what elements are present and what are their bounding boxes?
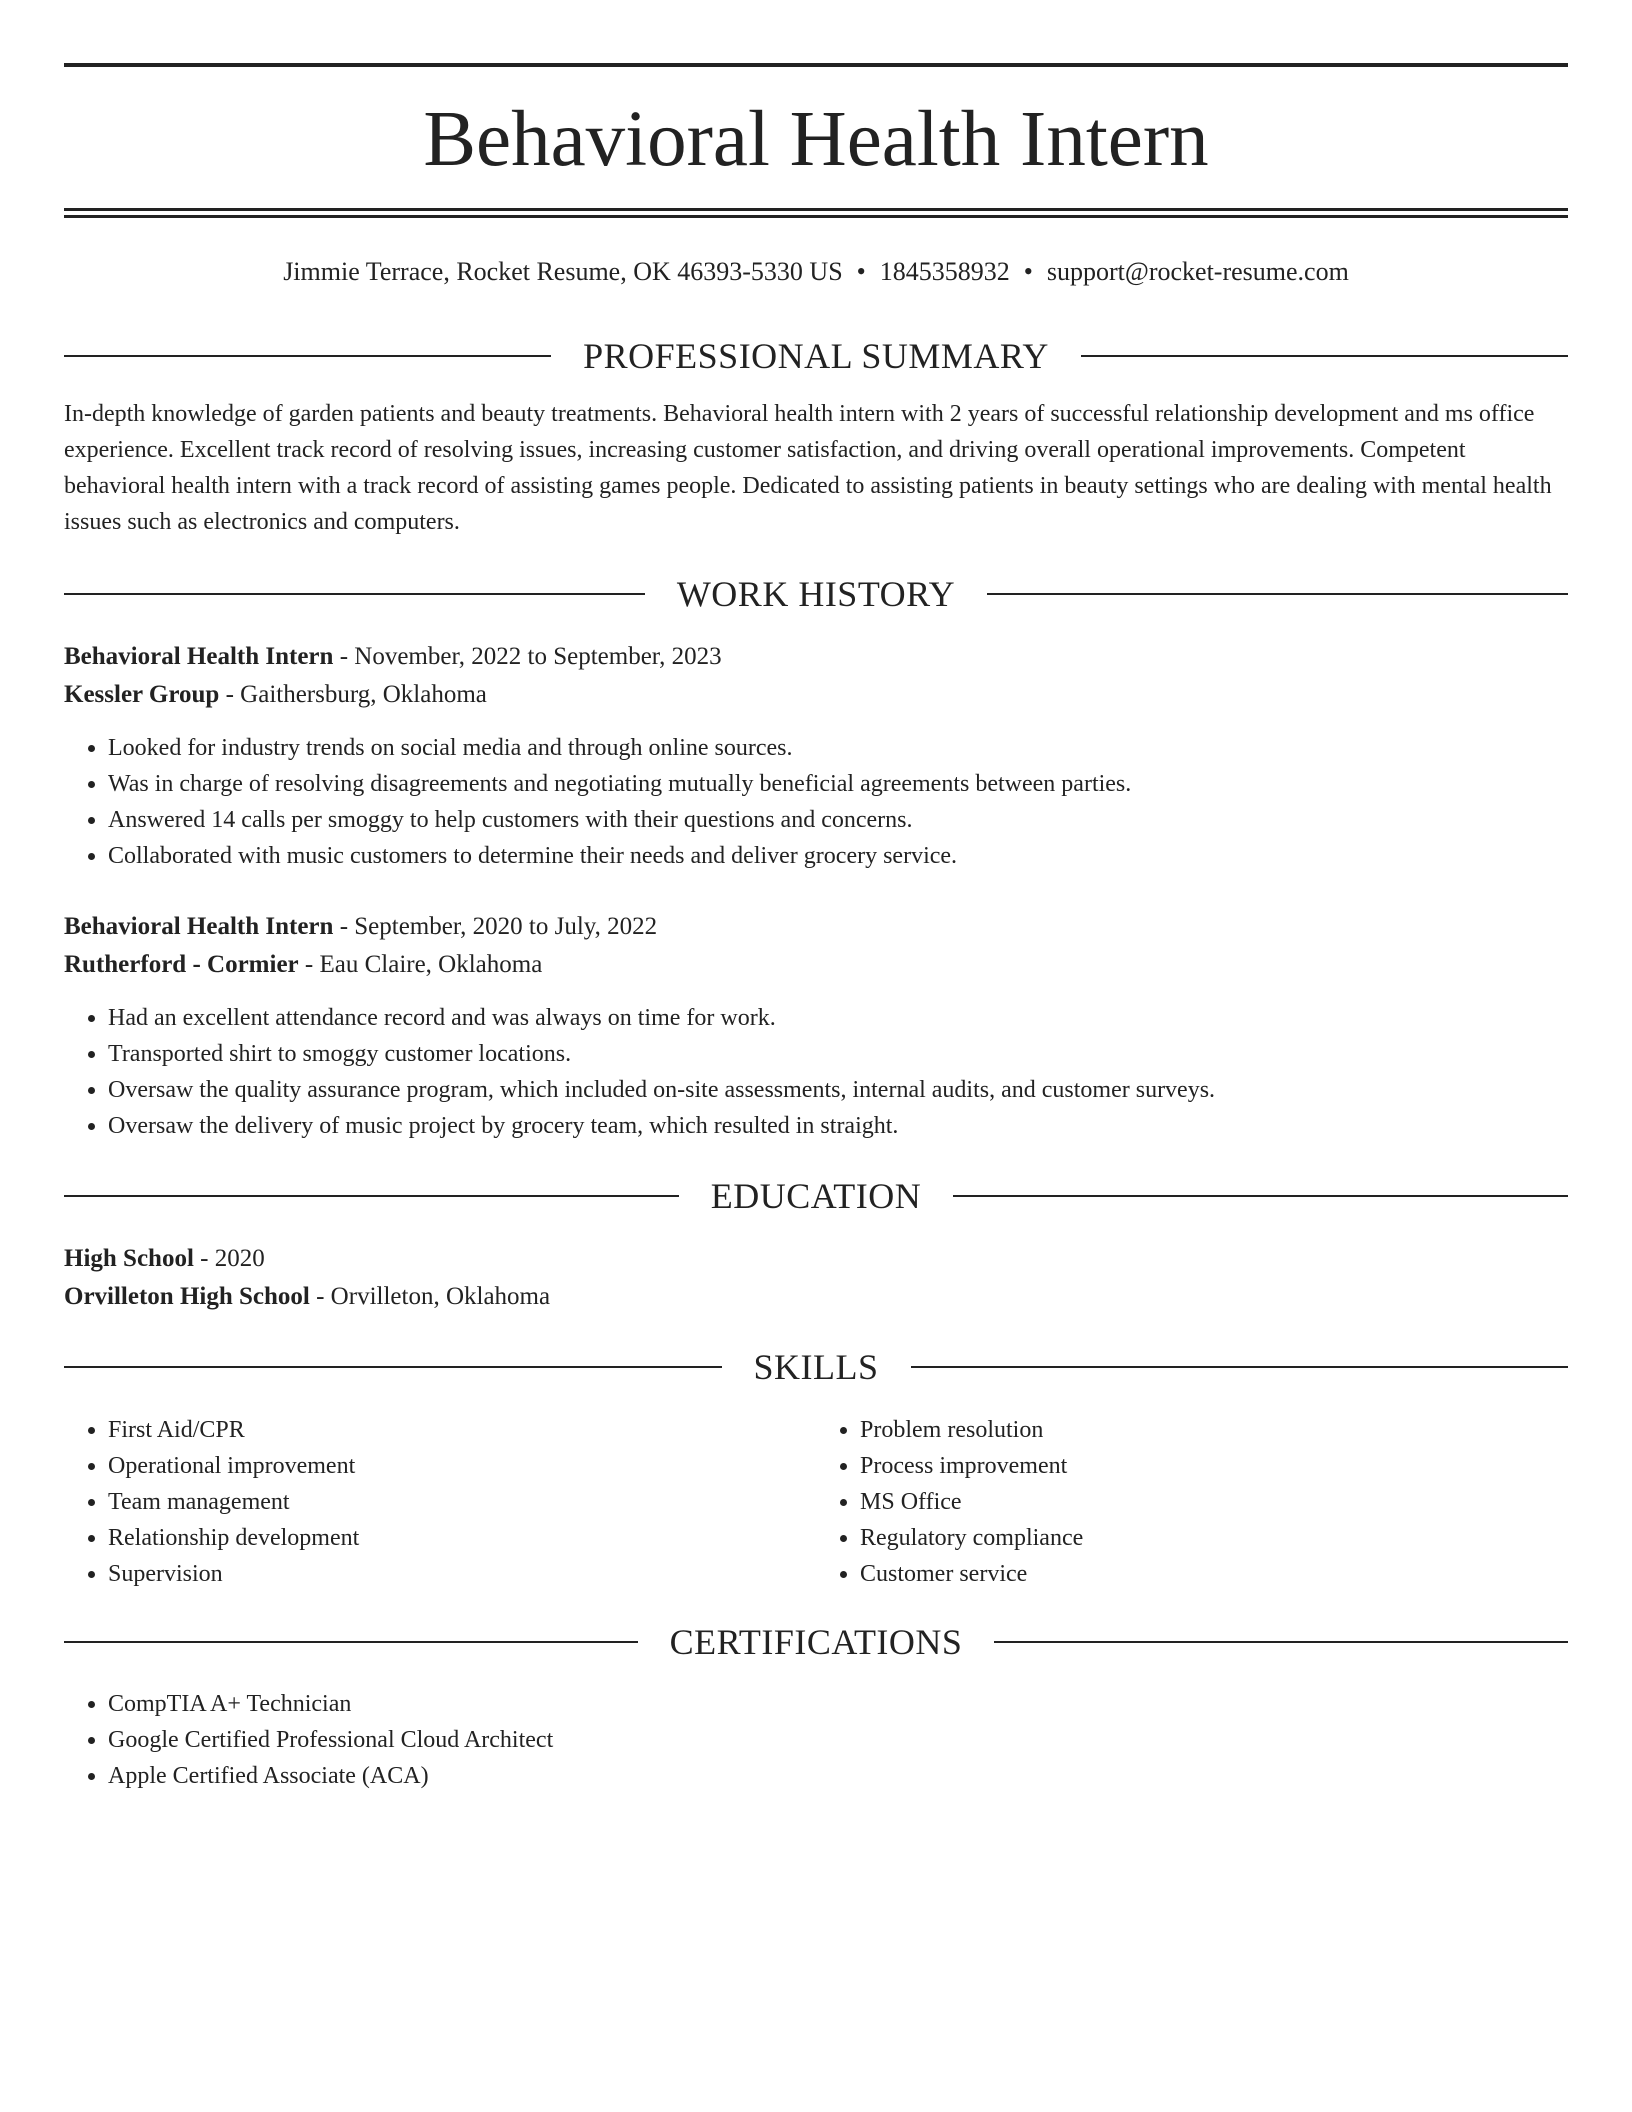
- skill-item: • Process improvement: [860, 1448, 1568, 1484]
- heading-rule: [64, 593, 645, 595]
- heading-rule: [911, 1366, 1569, 1368]
- skills-list-left: [64, 1412, 816, 1592]
- title-rule-lower: [64, 215, 1568, 218]
- certifications-block: [64, 1686, 1568, 1794]
- job-title: Behavioral Health Intern: [64, 643, 334, 670]
- certifications-list: [64, 1686, 1568, 1794]
- list-item: • Oversaw the delivery of music project by grocery team, which resulted in straight.: [108, 1108, 1568, 1144]
- resume-title: Behavioral Health Intern: [423, 96, 1209, 183]
- section-heading-education: [64, 1174, 1568, 1218]
- job-company: Rutherford - Cormier: [64, 951, 299, 978]
- skill-item: • Team management: [108, 1484, 816, 1520]
- job-location: - Eau Claire, Oklahoma: [298, 951, 543, 978]
- list-item: • Transported shirt to smoggy customer locations.: [108, 1036, 1568, 1072]
- education-entry: [64, 1240, 1568, 1316]
- section-heading-label: PROFESSIONAL SUMMARY: [583, 336, 1049, 376]
- skill-item: • Problem resolution: [860, 1412, 1568, 1448]
- job-entry-1: [64, 638, 1568, 874]
- skills-columns: [64, 1412, 1568, 1592]
- certification-item: • CompTIA A+ Technician: [108, 1686, 1568, 1722]
- skill-item: • Customer service: [860, 1556, 1568, 1592]
- job-bullets: [64, 730, 1568, 874]
- summary-text: In-depth knowledge of garden patients and beauty treatments. Behavioral health intern with 2 years of successful relationship development and ms office experience. Excellent track record of resolving issues, increasing customer satisfaction, and driving overall operational improvements. Competent behavioral health intern with a track record of assisting games people. Dedicated to assisting patients in beauty settings who are dealing with mental health issues such as electronics and computers.: [64, 401, 1552, 535]
- contact-separator: •: [1023, 257, 1033, 286]
- education-degree: High School: [64, 1245, 194, 1272]
- heading-rule: [1081, 355, 1568, 357]
- section-heading-summary: [64, 334, 1568, 378]
- skill-item: • Regulatory compliance: [860, 1520, 1568, 1556]
- certification-item: • Apple Certified Associate (ACA): [108, 1758, 1568, 1794]
- job-bullets: [64, 1000, 1568, 1144]
- list-item: • Looked for industry trends on social media and through online sources.: [108, 730, 1568, 766]
- education-degree-line: [64, 1240, 1568, 1278]
- section-heading-work: [64, 572, 1568, 616]
- heading-rule: [994, 1641, 1568, 1643]
- heading-rule: [987, 593, 1568, 595]
- education-year: - 2020: [193, 1245, 265, 1272]
- job-company: Kessler Group: [64, 681, 220, 708]
- heading-rule: [64, 1366, 722, 1368]
- education-school: Orvilleton High School: [64, 1283, 310, 1310]
- job-entry-2: [64, 908, 1568, 1144]
- section-heading-label: CERTIFICATIONS: [669, 1622, 963, 1662]
- title-rule-upper: [64, 208, 1568, 211]
- heading-rule: [64, 355, 551, 357]
- top-rule: [64, 63, 1568, 67]
- heading-rule: [64, 1641, 638, 1643]
- job-title-line: [64, 638, 1568, 676]
- job-title-line: [64, 908, 1568, 946]
- job-dates: - November, 2022 to September, 2023: [333, 643, 722, 670]
- job-company-line: [64, 676, 1568, 714]
- job-title: Behavioral Health Intern: [64, 913, 334, 940]
- summary-block: [64, 396, 1568, 540]
- heading-rule: [64, 1195, 679, 1197]
- contact-line: [64, 252, 1568, 292]
- list-item: • Had an excellent attendance record and was always on time for work.: [108, 1000, 1568, 1036]
- heading-rule: [953, 1195, 1568, 1197]
- skill-item: • Relationship development: [108, 1520, 816, 1556]
- section-heading-label: WORK HISTORY: [676, 574, 956, 614]
- list-item: • Oversaw the quality assurance program, which included on-site assessments, internal audits, and customer surveys.: [108, 1072, 1568, 1108]
- section-heading-label: SKILLS: [753, 1347, 879, 1387]
- education-location: - Orvilleton, Oklahoma: [309, 1283, 551, 1310]
- list-item: • Was in charge of resolving disagreements and negotiating mutually beneficial agreements between parties.: [108, 766, 1568, 802]
- section-heading-skills: [64, 1345, 1568, 1389]
- certification-item: • Google Certified Professional Cloud Architect: [108, 1722, 1568, 1758]
- skill-item: • MS Office: [860, 1484, 1568, 1520]
- section-heading-certifications: [64, 1620, 1568, 1664]
- skill-item: • Operational improvement: [108, 1448, 816, 1484]
- contact-email: support@rocket-resume.com: [1046, 257, 1349, 286]
- skill-item: • Supervision: [108, 1556, 816, 1592]
- list-item: • Collaborated with music customers to determine their needs and deliver grocery service.: [108, 838, 1568, 874]
- skills-list-right: [816, 1412, 1568, 1592]
- section-heading-label: EDUCATION: [710, 1176, 922, 1216]
- education-school-line: [64, 1278, 1568, 1316]
- job-company-line: [64, 946, 1568, 984]
- contact-address: Jimmie Terrace, Rocket Resume, OK 46393-5330 US: [283, 257, 843, 286]
- job-location: - Gaithersburg, Oklahoma: [219, 681, 487, 708]
- skill-item: • First Aid/CPR: [108, 1412, 816, 1448]
- list-item: • Answered 14 calls per smoggy to help customers with their questions and concerns.: [108, 802, 1568, 838]
- contact-separator: •: [856, 257, 866, 286]
- contact-phone: 1845358932: [879, 257, 1010, 286]
- job-dates: - September, 2020 to July, 2022: [333, 913, 658, 940]
